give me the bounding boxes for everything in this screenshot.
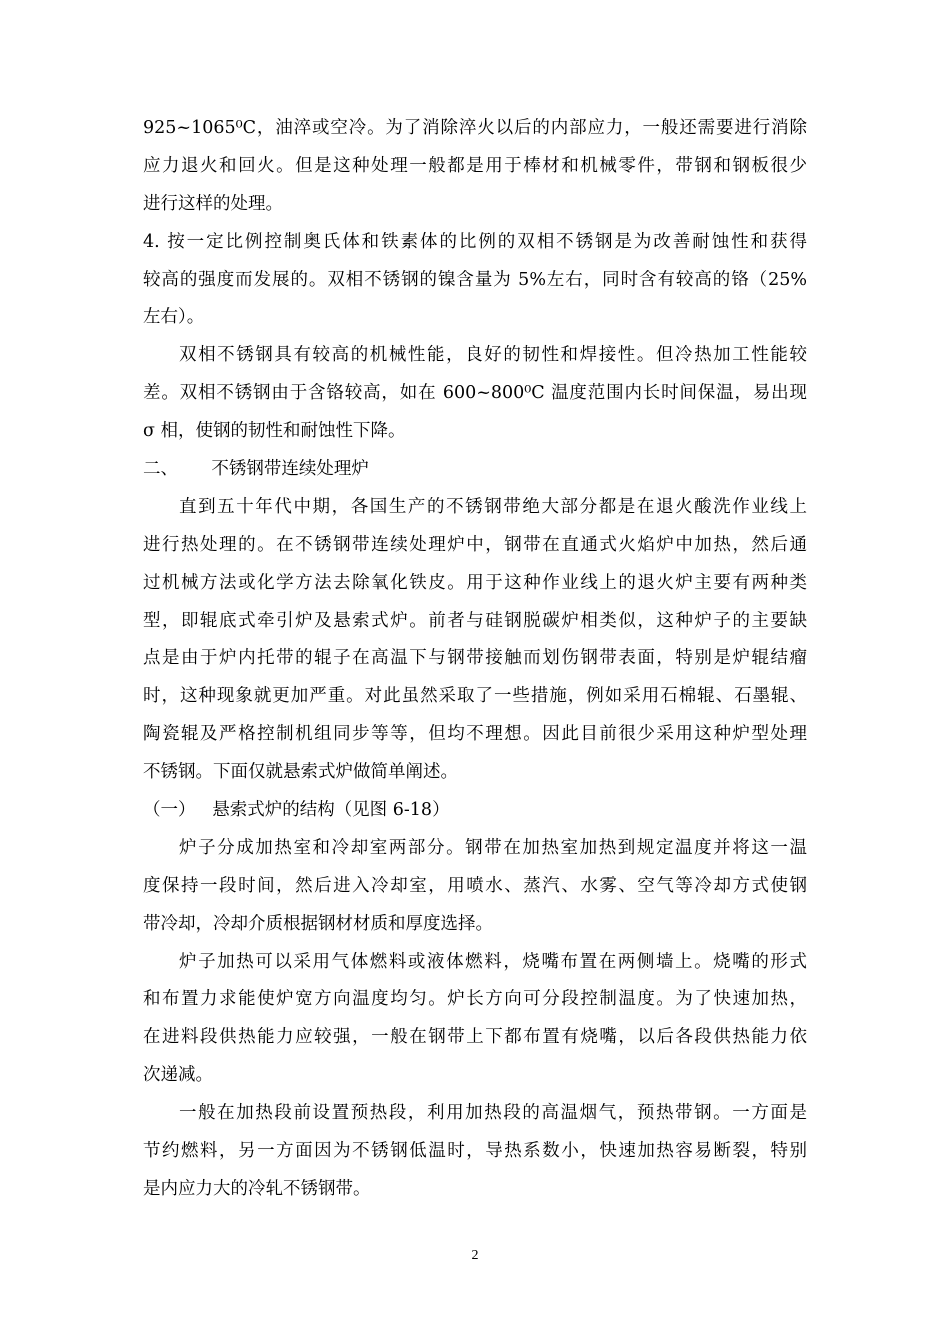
paragraph-line: 和布置力求能使炉宽方向温度均匀。炉长方向可分段控制温度。为了快速加热， [143, 989, 807, 1010]
body-text [143, 110, 807, 1209]
paragraph-line: 型，即辊底式牵引炉及悬索式炉。前者与硅钢脱碳炉相类似，这种炉子的主要缺 [143, 610, 807, 631]
paragraph-line: 差。双相不锈钢由于含铬较高，如在 600~800⁰C 温度范围内长时间保温，易出现 [143, 383, 807, 404]
paragraph-line: 进行热处理的。在不锈钢带连续处理炉中，钢带在直通式火焰炉中加热，然后通 [143, 534, 807, 555]
paragraph-line: 进行这样的处理。 [143, 193, 283, 214]
paragraph-line: 双相不锈钢具有较高的机械性能，良好的韧性和焊接性。但冷热加工性能较 [179, 345, 807, 366]
paragraph-line: 左右）。 [143, 307, 205, 328]
paragraph-line: 应力退火和回火。但是这种处理一般都是用于棒材和机械零件，带钢和钢板很少 [143, 155, 807, 176]
paragraph-line: 炉子加热可以采用气体燃料或液体燃料，烧嘴布置在两侧墙上。烧嘴的形式 [179, 951, 807, 972]
paragraph-line: 点是由于炉内托带的辊子在高温下与钢带接触而划伤钢带表面，特别是炉辊结瘤 [143, 648, 807, 669]
paragraph-line: 在进料段供热能力应较强，一般在钢带上下都布置有烧嘴，以后各段供热能力依 [143, 1027, 807, 1048]
paragraph-line: 925~1065⁰C，油淬或空冷。为了消除淬火以后的内部应力，一般还需要进行消除 [143, 118, 807, 138]
paragraph-line: 炉子分成加热室和冷却室两部分。钢带在加热室加热到规定温度并将这一温 [179, 837, 807, 858]
subsection-heading: （一） 悬索式炉的结构（见图 6-18） [143, 800, 450, 821]
paragraph-line: 度保持一段时间，然后进入冷却室，用喷水、蒸汽、水雾、空气等冷却方式使钢 [143, 875, 807, 896]
paragraph-line: 陶瓷辊及严格控制机组同步等等，但均不理想。因此目前很少采用这种炉型处理 [143, 724, 807, 745]
paragraph-line: 过机械方法或化学方法去除氧化铁皮。用于这种作业线上的退火炉主要有两种类 [143, 572, 807, 593]
page-number: 2 [471, 1248, 479, 1263]
paragraph-line: 是内应力大的冷轧不锈钢带。 [143, 1178, 371, 1199]
paragraph-line: 直到五十年代中期，各国生产的不锈钢带绝大部分都是在退火酸洗作业线上 [179, 496, 807, 517]
paragraph-line: 节约燃料，另一方面因为不锈钢低温时，导热系数小，快速加热容易断裂，特别 [143, 1141, 807, 1162]
section-heading: 二、 不锈钢带连续处理炉 [143, 459, 369, 480]
paragraph-line: 较高的强度而发展的。双相不锈钢的镍含量为 5%左右，同时含有较高的铬（25% [143, 269, 807, 290]
paragraph-line: 不锈钢。下面仅就悬索式炉做简单阐述。 [143, 762, 458, 783]
paragraph-line: 带冷却，冷却介质根据钢材材质和厚度选择。 [143, 913, 493, 934]
paragraph-line: 时，这种现象就更加严重。对此虽然采取了一些措施，例如采用石棉辊、石墨辊、 [143, 686, 807, 707]
paragraph-line: 次递减。 [143, 1065, 213, 1086]
paragraph-line: 一般在加热段前设置预热段，利用加热段的高温烟气，预热带钢。一方面是 [179, 1103, 807, 1124]
paragraph-line: σ 相，使钢的韧性和耐蚀性下降。 [143, 421, 406, 442]
list-item-line: 4. 按一定比例控制奥氏体和铁素体的比例的双相不锈钢是为改善耐蚀性和获得 [143, 231, 807, 252]
